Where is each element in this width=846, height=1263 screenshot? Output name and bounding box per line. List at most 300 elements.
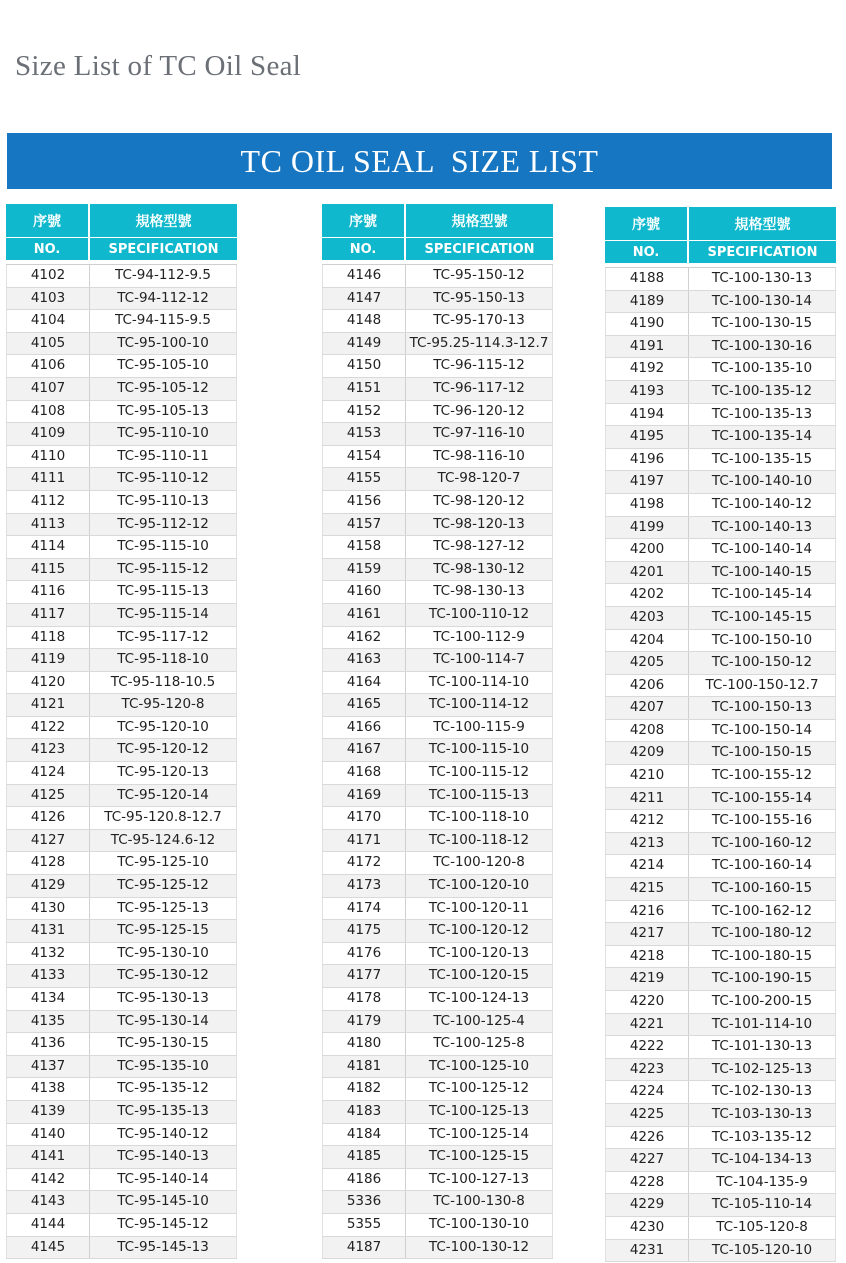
table-row [6, 965, 237, 988]
table-row [322, 1169, 553, 1192]
seal-number-cell: 4169 [322, 785, 406, 807]
seal-number-cell: 4178 [322, 988, 406, 1010]
specification-cell: TC-100-130-14 [689, 291, 836, 313]
specification-cell: TC-95-117-12 [90, 627, 237, 649]
specification-cell: TC-100-124-13 [406, 988, 553, 1010]
specification-cell: TC-95-105-12 [90, 378, 237, 400]
seal-number-cell: 4177 [322, 965, 406, 987]
table-row [6, 1033, 237, 1056]
specification-cell: TC-100-125-8 [406, 1033, 553, 1055]
table-row [605, 742, 836, 765]
seal-number-cell: 4189 [605, 291, 689, 313]
seal-number-cell: 4196 [605, 449, 689, 471]
specification-cell: TC-98-120-13 [406, 514, 553, 536]
specification-cell: TC-95-130-13 [90, 988, 237, 1010]
table-row [6, 920, 237, 943]
header-no-en: NO. [322, 238, 406, 260]
seal-number-cell: 4167 [322, 739, 406, 761]
table-row [605, 765, 836, 788]
table-row [605, 1104, 836, 1127]
table-row [6, 1214, 237, 1237]
seal-number-cell: 4173 [322, 875, 406, 897]
table-row [322, 672, 553, 695]
specification-cell: TC-100-112-9 [406, 627, 553, 649]
seal-number-cell: 4191 [605, 336, 689, 358]
table-row [605, 630, 836, 653]
specification-cell: TC-97-116-10 [406, 423, 553, 445]
seal-number-cell: 4219 [605, 968, 689, 990]
table-row [6, 355, 237, 378]
table-row [6, 694, 237, 717]
seal-number-cell: 4218 [605, 946, 689, 968]
table-row [6, 265, 237, 288]
specification-cell: TC-100-150-12 [689, 652, 836, 674]
table-row [322, 446, 553, 469]
table-row [6, 785, 237, 808]
table-row [322, 536, 553, 559]
specification-cell: TC-95-135-13 [90, 1101, 237, 1123]
table-row [6, 649, 237, 672]
header-spec-en: SPECIFICATION [707, 244, 818, 260]
seal-number-cell: 4120 [6, 672, 90, 694]
table-row [6, 988, 237, 1011]
seal-number-cell: 4153 [322, 423, 406, 445]
seal-number-cell: 4221 [605, 1014, 689, 1036]
seal-number-cell: 4136 [6, 1033, 90, 1055]
size-table-1 [6, 204, 237, 1259]
specification-cell: TC-100-190-15 [689, 968, 836, 990]
seal-number-cell: 4222 [605, 1036, 689, 1058]
table-row [322, 1146, 553, 1169]
table-row [605, 426, 836, 449]
table-row [322, 898, 553, 921]
specification-cell: TC-98-116-10 [406, 446, 553, 468]
specification-cell: TC-100-135-14 [689, 426, 836, 448]
table-row [322, 581, 553, 604]
seal-number-cell: 4160 [322, 581, 406, 603]
specification-cell: TC-100-140-14 [689, 539, 836, 561]
specification-cell: TC-100-160-14 [689, 855, 836, 877]
table-row [605, 968, 836, 991]
table-row [322, 1237, 553, 1260]
table-row [605, 833, 836, 856]
specification-cell: TC-96-120-12 [406, 401, 553, 423]
specification-cell: TC-100-150-14 [689, 720, 836, 742]
seal-number-cell: 4142 [6, 1169, 90, 1191]
specification-cell: TC-100-155-12 [689, 765, 836, 787]
table-row [322, 852, 553, 875]
seal-number-cell: 4133 [6, 965, 90, 987]
table-row [322, 739, 553, 762]
specification-cell: TC-100-162-12 [689, 901, 836, 923]
specification-cell: TC-100-180-15 [689, 946, 836, 968]
table-row [322, 830, 553, 853]
table-row [605, 697, 836, 720]
seal-number-cell: 4190 [605, 313, 689, 335]
specification-cell: TC-95-170-13 [406, 310, 553, 332]
specification-cell: TC-95-118-10 [90, 649, 237, 671]
specification-cell: TC-95-140-12 [90, 1124, 237, 1146]
table-row [6, 1101, 237, 1124]
seal-number-cell: 4199 [605, 517, 689, 539]
table-row [6, 1169, 237, 1192]
header-spec-cn: 規格型號 [135, 213, 192, 230]
specification-cell: TC-102-130-13 [689, 1081, 836, 1103]
seal-number-cell: 4210 [605, 765, 689, 787]
seal-number-cell: 4224 [605, 1081, 689, 1103]
specification-cell: TC-100-160-12 [689, 833, 836, 855]
seal-number-cell: 4185 [322, 1146, 406, 1168]
seal-number-cell: 4197 [605, 471, 689, 493]
seal-number-cell: 4171 [322, 830, 406, 852]
seal-number-cell: 4138 [6, 1078, 90, 1100]
table-row [6, 1237, 237, 1260]
table-row [605, 1149, 836, 1172]
seal-number-cell: 4108 [6, 401, 90, 423]
specification-cell: TC-100-130-8 [406, 1191, 553, 1213]
table-row [6, 423, 237, 446]
seal-number-cell: 4118 [6, 627, 90, 649]
specification-cell: TC-98-127-12 [406, 536, 553, 558]
specification-cell: TC-95-120-13 [90, 762, 237, 784]
seal-number-cell: 4165 [322, 694, 406, 716]
seal-number-cell: 4194 [605, 404, 689, 426]
specification-cell: TC-100-120-12 [406, 920, 553, 942]
seal-number-cell: 4147 [322, 288, 406, 310]
seal-number-cell: 4140 [6, 1124, 90, 1146]
table-row [6, 559, 237, 582]
seal-number-cell: 4203 [605, 607, 689, 629]
specification-cell: TC-100-115-9 [406, 717, 553, 739]
specification-cell: TC-95-110-11 [90, 446, 237, 468]
header-spec-cn: 規格型號 [734, 216, 791, 233]
specification-cell: TC-95-125-10 [90, 852, 237, 874]
specification-cell: TC-94-112-12 [90, 288, 237, 310]
specification-cell: TC-105-110-14 [689, 1194, 836, 1216]
seal-number-cell: 4112 [6, 491, 90, 513]
seal-number-cell: 4193 [605, 381, 689, 403]
specification-cell: TC-100-130-10 [406, 1214, 553, 1236]
table-body [605, 267, 836, 1262]
seal-number-cell: 4163 [322, 649, 406, 671]
seal-number-cell: 4183 [322, 1101, 406, 1123]
specification-cell: TC-100-155-16 [689, 810, 836, 832]
seal-number-cell: 4139 [6, 1101, 90, 1123]
table-row [605, 1172, 836, 1195]
specification-cell: TC-95-110-10 [90, 423, 237, 445]
seal-number-cell: 4135 [6, 1011, 90, 1033]
table-row [322, 807, 553, 830]
page-title: Size List of TC Oil Seal [15, 50, 302, 82]
seal-number-cell: 4170 [322, 807, 406, 829]
header-spec-en: SPECIFICATION [424, 241, 535, 257]
specification-cell: TC-95-125-13 [90, 898, 237, 920]
table-row [605, 923, 836, 946]
seal-number-cell: 4152 [322, 401, 406, 423]
specification-cell: TC-100-140-12 [689, 494, 836, 516]
table-row [605, 517, 836, 540]
table-row [6, 491, 237, 514]
table-row [322, 514, 553, 537]
specification-cell: TC-101-130-13 [689, 1036, 836, 1058]
table-row [322, 1056, 553, 1079]
table-row [6, 468, 237, 491]
specification-cell: TC-95-115-13 [90, 581, 237, 603]
table-row [322, 378, 553, 401]
seal-number-cell: 4172 [322, 852, 406, 874]
seal-number-cell: 4131 [6, 920, 90, 942]
table-row [605, 1059, 836, 1082]
seal-number-cell: 4119 [6, 649, 90, 671]
specification-cell: TC-100-115-12 [406, 762, 553, 784]
table-header-en [6, 238, 237, 261]
table-row [6, 333, 237, 356]
table-row [322, 288, 553, 311]
specification-cell: TC-100-125-4 [406, 1011, 553, 1033]
specification-cell: TC-100-130-12 [406, 1237, 553, 1259]
table-row [322, 965, 553, 988]
specification-cell: TC-95-125-15 [90, 920, 237, 942]
seal-number-cell: 4228 [605, 1172, 689, 1194]
table-row [605, 810, 836, 833]
specification-cell: TC-96-115-12 [406, 355, 553, 377]
seal-number-cell: 4104 [6, 310, 90, 332]
specification-cell: TC-100-130-16 [689, 336, 836, 358]
seal-number-cell: 4155 [322, 468, 406, 490]
table-row [322, 1214, 553, 1237]
table-body [6, 264, 237, 1259]
seal-number-cell: 4154 [322, 446, 406, 468]
seal-number-cell: 4217 [605, 923, 689, 945]
specification-cell: TC-95-130-15 [90, 1033, 237, 1055]
seal-number-cell: 4220 [605, 991, 689, 1013]
seal-number-cell: 4223 [605, 1059, 689, 1081]
size-table-2 [322, 204, 553, 1259]
seal-number-cell: 4168 [322, 762, 406, 784]
table-row [6, 898, 237, 921]
header-no-cn: 序號 [6, 204, 90, 237]
table-row [322, 604, 553, 627]
seal-number-cell: 4115 [6, 559, 90, 581]
seal-number-cell: 4143 [6, 1191, 90, 1213]
seal-number-cell: 4156 [322, 491, 406, 513]
seal-number-cell: 4125 [6, 785, 90, 807]
specification-cell: TC-98-120-12 [406, 491, 553, 513]
specification-cell: TC-95.25-114.3-12.7 [406, 333, 553, 355]
seal-number-cell: 4109 [6, 423, 90, 445]
specification-cell: TC-100-114-7 [406, 649, 553, 671]
table-row [322, 401, 553, 424]
specification-cell: TC-100-145-14 [689, 584, 836, 606]
seal-number-cell: 4150 [322, 355, 406, 377]
seal-number-cell: 4174 [322, 898, 406, 920]
header-spec-en: SPECIFICATION [108, 241, 219, 257]
seal-number-cell: 4215 [605, 878, 689, 900]
specification-cell: TC-100-114-12 [406, 694, 553, 716]
table-row [6, 762, 237, 785]
table-row [605, 991, 836, 1014]
specification-cell: TC-100-135-12 [689, 381, 836, 403]
table-row [322, 491, 553, 514]
seal-number-cell: 4137 [6, 1056, 90, 1078]
table-row [322, 1101, 553, 1124]
seal-number-cell: 5355 [322, 1214, 406, 1236]
size-table-3 [605, 207, 836, 1262]
table-row [605, 1127, 836, 1150]
specification-cell: TC-100-135-13 [689, 404, 836, 426]
seal-number-cell: 4164 [322, 672, 406, 694]
specification-cell: TC-100-150-10 [689, 630, 836, 652]
table-row [605, 1217, 836, 1240]
table-row [6, 378, 237, 401]
table-row [605, 1014, 836, 1037]
seal-number-cell: 4124 [6, 762, 90, 784]
seal-number-cell: 4198 [605, 494, 689, 516]
table-row [322, 988, 553, 1011]
table-row [605, 652, 836, 675]
specification-cell: TC-100-150-12.7 [689, 675, 836, 697]
table-row [605, 358, 836, 381]
specification-cell: TC-100-120-10 [406, 875, 553, 897]
specification-cell: TC-105-120-8 [689, 1217, 836, 1239]
seal-number-cell: 4187 [322, 1237, 406, 1259]
seal-number-cell: 4144 [6, 1214, 90, 1236]
table-row [322, 627, 553, 650]
seal-number-cell: 4134 [6, 988, 90, 1010]
seal-number-cell: 4159 [322, 559, 406, 581]
table-row [605, 381, 836, 404]
specification-cell: TC-94-115-9.5 [90, 310, 237, 332]
seal-number-cell: 4225 [605, 1104, 689, 1126]
table-row [6, 581, 237, 604]
seal-number-cell: 4122 [6, 717, 90, 739]
table-row [6, 288, 237, 311]
table-row [605, 878, 836, 901]
seal-number-cell: 4205 [605, 652, 689, 674]
table-row [6, 943, 237, 966]
specification-cell: TC-100-140-15 [689, 562, 836, 584]
seal-number-cell: 4126 [6, 807, 90, 829]
table-row [605, 1194, 836, 1217]
specification-cell: TC-95-115-14 [90, 604, 237, 626]
specification-cell: TC-95-120-8 [90, 694, 237, 716]
seal-number-cell: 4121 [6, 694, 90, 716]
table-row [322, 785, 553, 808]
table-row [322, 1124, 553, 1147]
seal-number-cell: 4201 [605, 562, 689, 584]
specification-cell: TC-100-135-15 [689, 449, 836, 471]
header-spec-cn: 規格型號 [451, 213, 508, 230]
specification-cell: TC-98-130-13 [406, 581, 553, 603]
table-row [322, 694, 553, 717]
table-row [6, 1146, 237, 1169]
table-header-en [605, 241, 836, 264]
seal-number-cell: 4184 [322, 1124, 406, 1146]
seal-number-cell: 5336 [322, 1191, 406, 1213]
specification-cell: TC-100-120-8 [406, 852, 553, 874]
seal-number-cell: 4207 [605, 697, 689, 719]
header-no-cn: 序號 [605, 207, 689, 240]
seal-number-cell: 4141 [6, 1146, 90, 1168]
seal-number-cell: 4132 [6, 943, 90, 965]
seal-number-cell: 4231 [605, 1240, 689, 1262]
table-row [322, 1011, 553, 1034]
seal-number-cell: 4195 [605, 426, 689, 448]
table-row [322, 355, 553, 378]
list-banner [7, 133, 832, 189]
seal-number-cell: 4117 [6, 604, 90, 626]
seal-number-cell: 4123 [6, 739, 90, 761]
seal-number-cell: 4110 [6, 446, 90, 468]
table-row [6, 830, 237, 853]
specification-cell: TC-100-120-11 [406, 898, 553, 920]
table-row [322, 1033, 553, 1056]
table-row [605, 404, 836, 427]
specification-cell: TC-100-115-10 [406, 739, 553, 761]
specification-cell: TC-95-130-12 [90, 965, 237, 987]
specification-cell: TC-94-112-9.5 [90, 265, 237, 287]
specification-cell: TC-100-145-15 [689, 607, 836, 629]
seal-number-cell: 4188 [605, 268, 689, 290]
specification-cell: TC-95-115-10 [90, 536, 237, 558]
table-row [322, 649, 553, 672]
seal-number-cell: 4226 [605, 1127, 689, 1149]
table-row [605, 675, 836, 698]
specification-cell: TC-95-140-14 [90, 1169, 237, 1191]
seal-number-cell: 4214 [605, 855, 689, 877]
specification-cell: TC-100-155-14 [689, 788, 836, 810]
specification-cell: TC-100-130-13 [689, 268, 836, 290]
table-row [605, 607, 836, 630]
table-row [6, 739, 237, 762]
seal-number-cell: 4166 [322, 717, 406, 739]
table-row [6, 310, 237, 333]
table-row [322, 310, 553, 333]
specification-cell: TC-100-130-15 [689, 313, 836, 335]
seal-number-cell: 4127 [6, 830, 90, 852]
specification-cell: TC-100-114-10 [406, 672, 553, 694]
specification-cell: TC-95-120-14 [90, 785, 237, 807]
seal-number-cell: 4161 [322, 604, 406, 626]
specification-cell: TC-96-117-12 [406, 378, 553, 400]
table-row [605, 720, 836, 743]
specification-cell: TC-95-145-10 [90, 1191, 237, 1213]
table-row [605, 788, 836, 811]
seal-number-cell: 4128 [6, 852, 90, 874]
seal-number-cell: 4103 [6, 288, 90, 310]
table-row [322, 333, 553, 356]
seal-number-cell: 4212 [605, 810, 689, 832]
seal-number-cell: 4204 [605, 630, 689, 652]
seal-number-cell: 4146 [322, 265, 406, 287]
seal-number-cell: 4130 [6, 898, 90, 920]
seal-number-cell: 4107 [6, 378, 90, 400]
seal-number-cell: 4113 [6, 514, 90, 536]
table-header-cn [605, 207, 836, 241]
table-row [605, 562, 836, 585]
seal-number-cell: 4145 [6, 1237, 90, 1259]
specification-cell: TC-100-110-12 [406, 604, 553, 626]
table-row [605, 1036, 836, 1059]
table-row [322, 875, 553, 898]
seal-number-cell: 4151 [322, 378, 406, 400]
specification-cell: TC-105-120-10 [689, 1240, 836, 1262]
specification-cell: TC-100-120-13 [406, 943, 553, 965]
seal-number-cell: 4206 [605, 675, 689, 697]
specification-cell: TC-100-180-12 [689, 923, 836, 945]
specification-cell: TC-100-125-14 [406, 1124, 553, 1146]
table-row [6, 514, 237, 537]
